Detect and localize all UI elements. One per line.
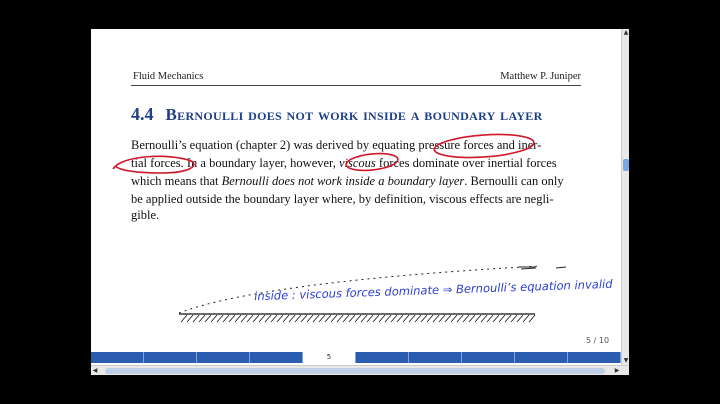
running-header-left: Fluid Mechanics <box>133 71 204 82</box>
page-cell[interactable] <box>197 352 250 363</box>
text-segment: forces dominate over inertial forces <box>375 156 557 170</box>
pdf-viewer-window <box>91 29 629 375</box>
scroll-left-arrow-icon[interactable]: ◀ <box>92 367 98 374</box>
vertical-scrollbar[interactable] <box>621 29 629 365</box>
handwritten-caption: inside : viscous forces dominate ⇒ Bernoulli’s equation invalid <box>253 276 613 304</box>
page-cell[interactable] <box>91 352 144 363</box>
page-counter: 5 / 10 <box>586 336 610 345</box>
wall-hatching <box>181 315 535 322</box>
paragraph-line-3 <box>131 174 564 189</box>
current-page-number: 5 <box>326 353 332 361</box>
page-cell[interactable] <box>356 352 409 363</box>
scroll-down-arrow-icon[interactable]: ▼ <box>623 357 629 364</box>
section-heading <box>131 104 543 125</box>
text-segment: . In a boundary layer, however, <box>180 156 339 170</box>
highlighted-term-pressure-forces: pressure forces <box>418 138 494 152</box>
running-header-right: Matthew P. Juniper <box>500 71 581 82</box>
header-rule <box>131 85 581 86</box>
vertical-scroll-thumb[interactable] <box>623 159 629 171</box>
scroll-right-arrow-icon[interactable]: ▶ <box>614 367 620 374</box>
page-cell[interactable] <box>250 352 303 363</box>
paragraph-line-2 <box>131 156 557 171</box>
text-segment: Bernoulli’s equation (chapter 2) was derived by equating <box>131 138 419 152</box>
horizontal-scroll-thumb[interactable] <box>105 368 605 374</box>
document-page <box>91 29 621 351</box>
boundary-layer-dash <box>521 268 536 269</box>
italic-statement: Bernoulli does not work inside a boundary layer <box>221 174 465 188</box>
page-cell[interactable] <box>515 352 568 363</box>
highlighted-term-viscous: viscous <box>338 156 376 170</box>
text-segment: and iner- <box>493 138 542 152</box>
paragraph-line-5: gible. <box>131 208 160 222</box>
highlighted-term-inertial-forces: tial forces <box>131 156 181 170</box>
section-number: 4.4 <box>131 104 154 124</box>
page-cell[interactable] <box>409 352 462 363</box>
boundary-layer-dash <box>556 267 566 268</box>
paragraph-line-4: be applied outside the boundary layer where, by definition, viscous effects are negli- <box>131 192 554 206</box>
text-segment: which means that <box>131 174 222 188</box>
page-cell[interactable] <box>144 352 197 363</box>
text-segment: . Bernoulli can only <box>464 174 564 188</box>
page-cell[interactable] <box>568 352 621 363</box>
page-thumbnail-strip[interactable] <box>91 352 621 363</box>
horizontal-scrollbar[interactable] <box>91 365 629 375</box>
paragraph-line-1 <box>131 138 541 153</box>
page-cell[interactable] <box>462 352 515 363</box>
page-cell-current[interactable] <box>303 352 356 363</box>
section-title: Bernoulli does not work inside a boundary layer <box>165 105 543 124</box>
scroll-up-arrow-icon[interactable]: ▲ <box>623 29 629 36</box>
